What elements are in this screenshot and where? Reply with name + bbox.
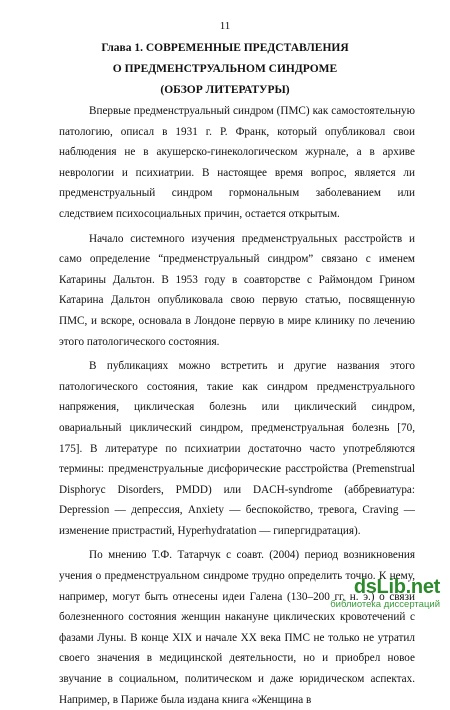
paragraph-3: В публикациях можно встретить и другие названия этого патологического состояния, такие как синдром предменструального напряжения, циклическая болезнь или циклический синдром, овариальный циклический синдром, предменструальная болезнь [70, 175]. В литературе по психиатрии достаточно часто употребляются термины: предменструальные дисфорические расстройства (Premenstrual Disphoryc Disorders, PMDD) или DACH-syndrome (аббревиатура: Depression — депрессия, Anxiety — беспокойство, тревога, Craving — изменение пристрастий, Hyperhydratation — гипергидратация). [59,360,415,537]
chapter-title-line-1: Глава 1. СОВРЕМЕННЫЕ ПРЕДСТАВЛЕНИЯ [101,42,349,54]
paragraph-4: По мнению Т.Ф. Татарчук с соавт. (2004) период возникновения учения о предменструальном синдроме трудно определить точно. К нему, например, могут быть отнесены идеи Галена (130–200 гг. н. э.) о связи болезненного состояния женщин накануне циклических кровотечений с фазами Луны. В конце XIX и начале XX века ПМС не только не утратил своего значения в медицинской деятельности, но и приобрел новое звучание в социальном, политическом и даже юридическом аспектах. Например, в Париже была издана книга «Женщина в [59,549,415,706]
paragraph-2: Начало системного изучения предменструальных расстройств и само определение “предменструальный синдром” связано с именем Катарины Дальтон. В 1953 году в соавторстве с Раймондом Грином Катарина Дальтон опубликовала свою первую статью, посвященную ПМС, и вскоре, основала в Лондоне первую в мире клинику по лечению этого патологического состояния. [59,232,415,348]
paragraph-1: Впервые предменструальный синдром (ПМС) как самостоятельную патологию, описал в 1931 г. Р. Франк, который опубликовал свои наблюдения не в акушерско-гинекологическом журнале, а в архиве неврологии и психиатрии. В настоящее время вопрос, является ли предменструальный синдром гормональным заболеванием или следствием психосоциальных причин, остается открытым. [59,105,415,220]
chapter-title-line-3: (ОБЗОР ЛИТЕРАТУРЫ) [160,84,290,96]
dslib-tagline: библиотека диссертаций [330,599,440,610]
dslib-watermark [320,575,440,619]
page-number: 11 [219,20,231,32]
chapter-title-line-2: О ПРЕДМЕНСТРУАЛЬНОМ СИНДРОМЕ [112,63,338,75]
dslib-logo: dsLib.net [353,576,440,598]
